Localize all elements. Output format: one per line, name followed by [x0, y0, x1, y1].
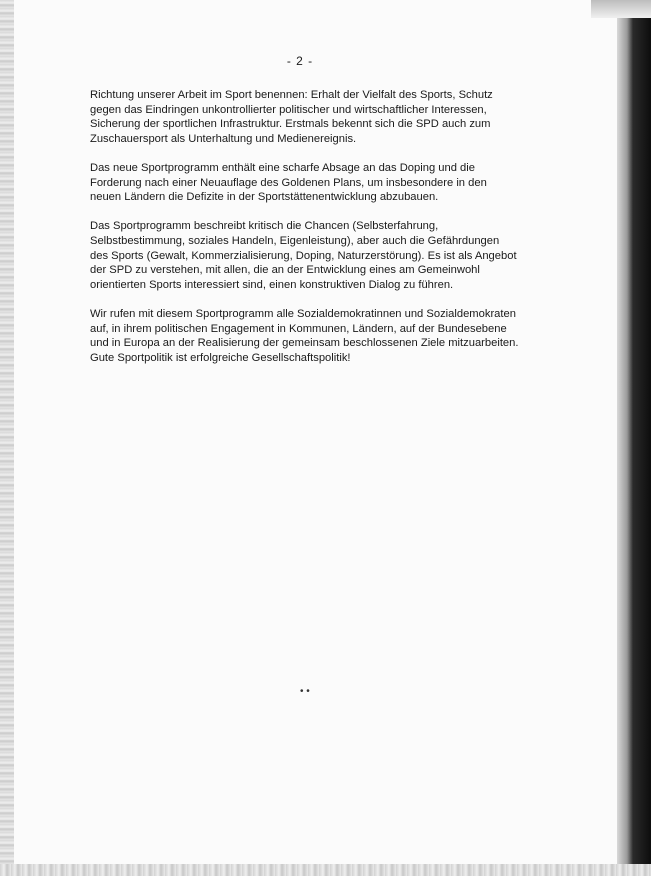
scan-edge-left [0, 0, 14, 876]
paragraph-4: Wir rufen mit diesem Sportprogramm alle Sozialdemokratinnen und Sozialdemokraten auf, in ihrem politischen Engagement in Kommunen, Ländern, auf der Bundesebene und in Europa an der Realisierung der gemeinsam beschlossenen Ziele mitzuarbeiten. Gute Sportpolitik ist erfolgreiche Gesellschaftspolitik! [90, 307, 519, 364]
paragraph-1: Richtung unserer Arbeit im Sport benennen: Erhalt der Vielfalt des Sports, Schutz gegen das Eindringen unkontrollierter politischer und wirtschaftlicher Interessen, Sicherung der sportlichen Infrastruktur. Erstmals bekennt sich die SPD auch zum Zuschauersport als Unterhaltung und Medienereignis. [90, 89, 493, 145]
body-text [90, 88, 520, 380]
scan-edge-right [617, 0, 651, 876]
scan-corner [591, 0, 651, 18]
page-number: - 2 - [286, 54, 314, 68]
paragraph-2: Das neue Sportprogramm enthält eine scharfe Absage an das Doping und die Forderung nach einer Neuauflage des Goldenen Plans, um insbesondere in den neuen Ländern die Defizite in der Sportstättenentwicklung abzubauen. [90, 161, 487, 204]
paragraph-3: Das Sportprogramm beschreibt kritisch die Chancen (Selbsterfahrung, Selbstbestimmung, soziales Handeln, Eigenleistung), aber auch die Gefährdungen des Sports (Gewalt, Kommerzialisierung, Doping, Naturzerstörung). Es ist als Angebot der SPD zu verstehen, mit allen, die an der Entwicklung eines am Gemeinwohl orientierten Sports interessiert sind, einen konstruktiven Dialog zu führen. [90, 220, 517, 291]
scan-speck: • • [300, 686, 310, 697]
scan-edge-bottom [0, 864, 651, 876]
